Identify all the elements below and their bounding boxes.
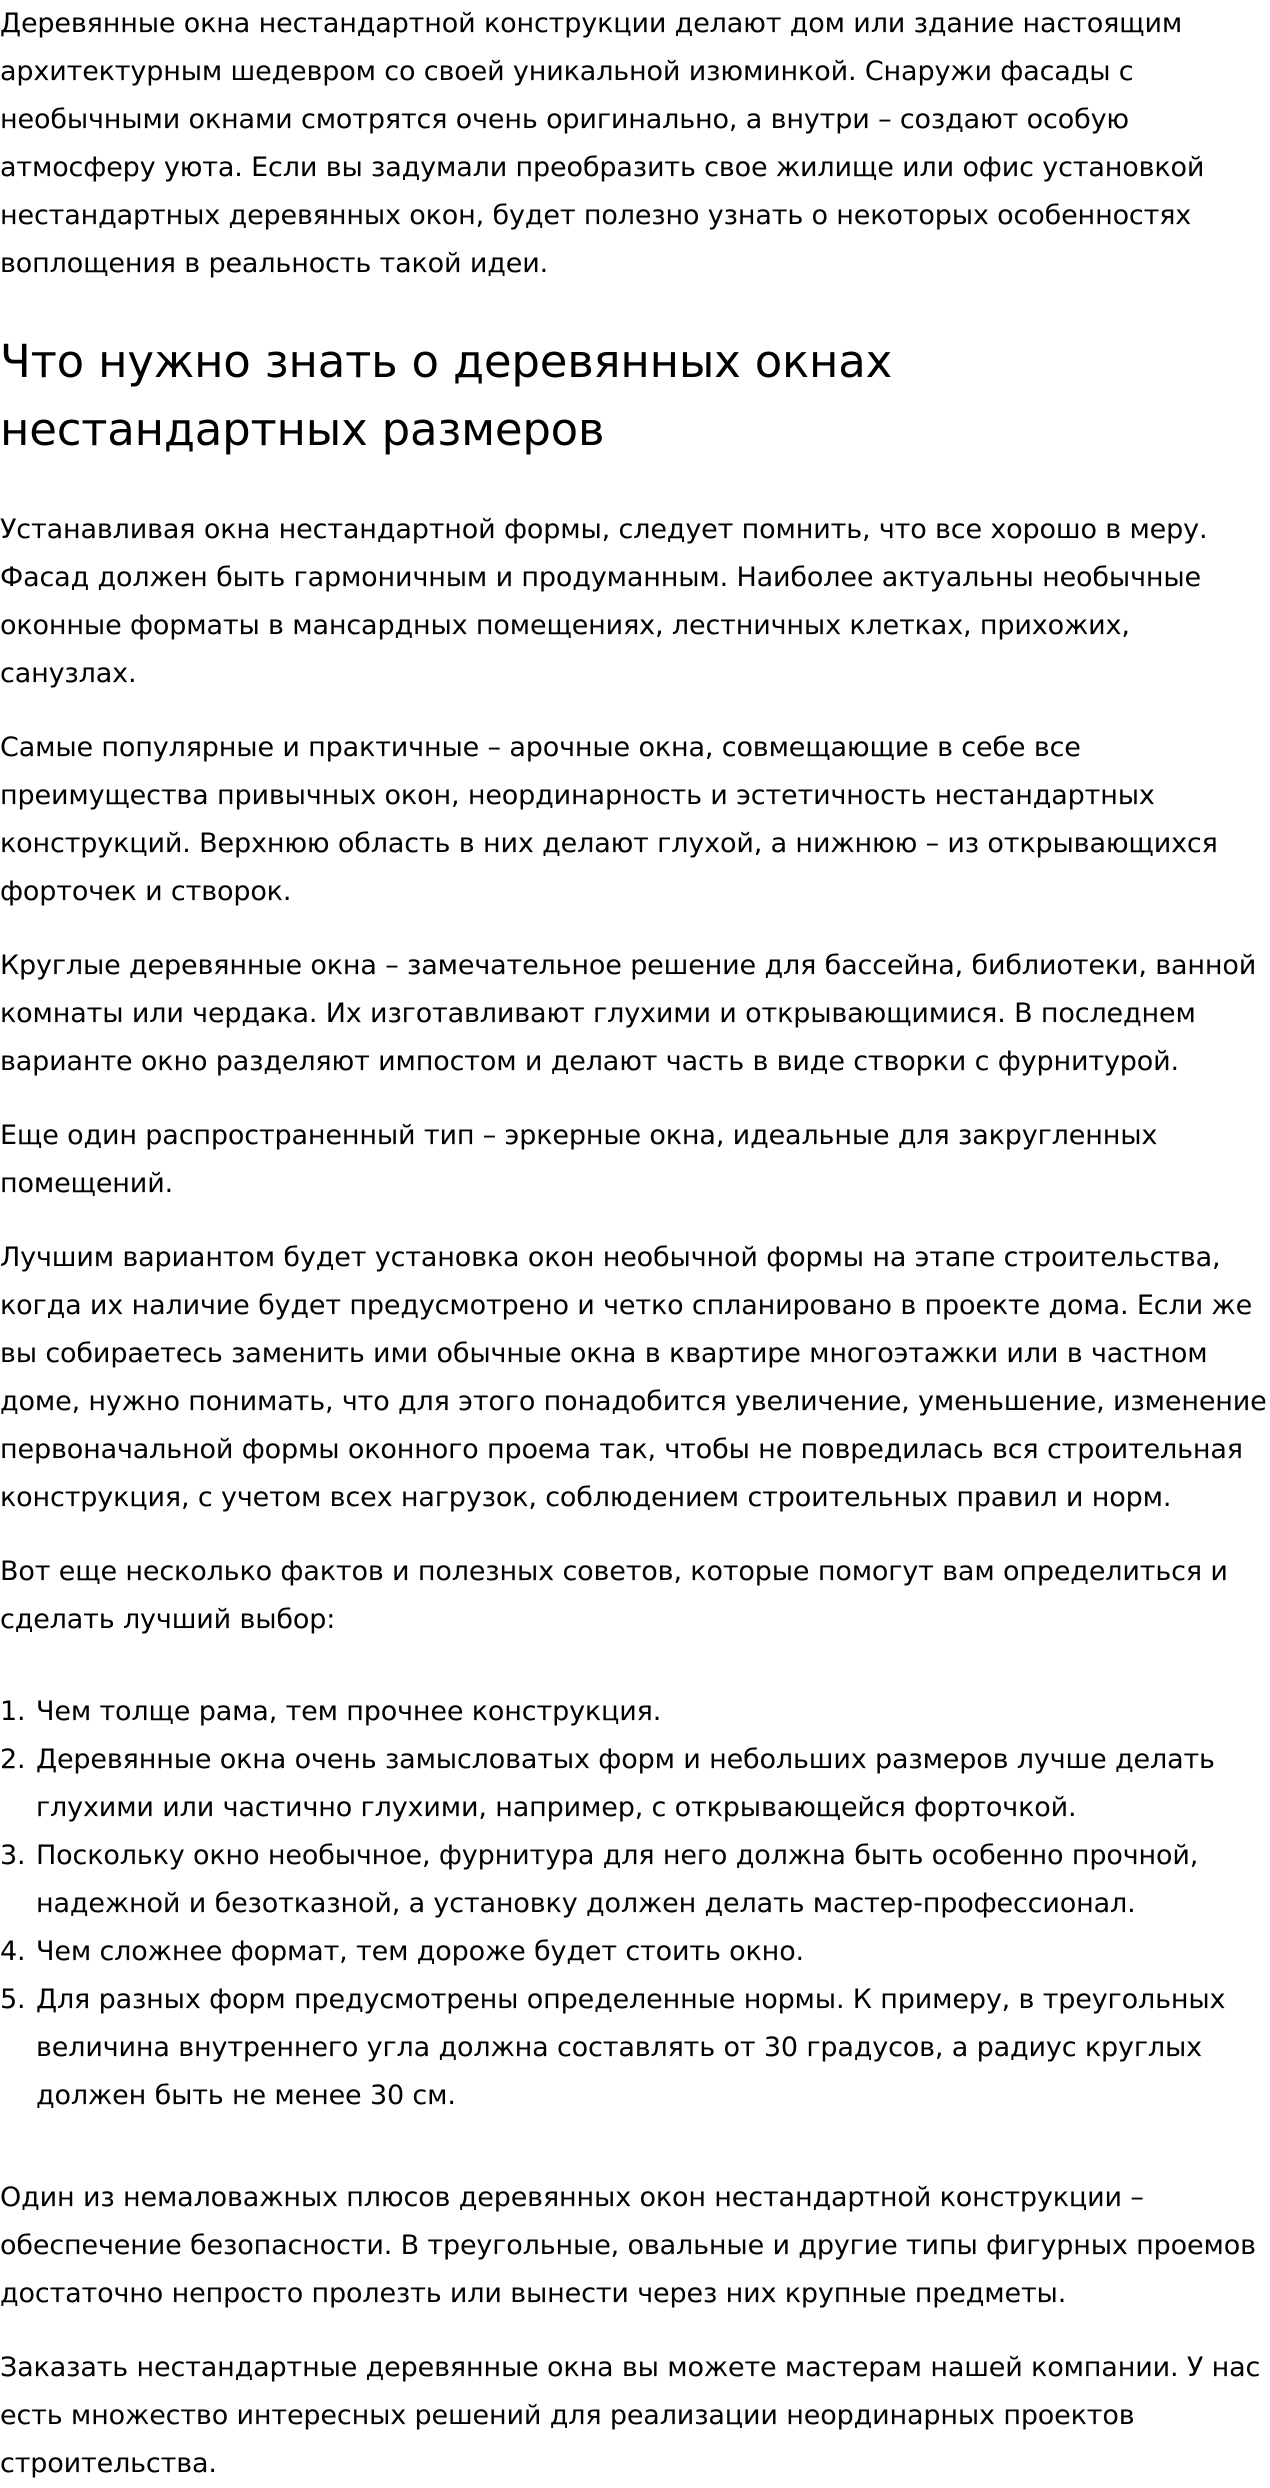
paragraph-facade: Устанавливая окна нестандартной формы, следует помнить, что все хорошо в меру. Фасад должен быть гармоничным и продуманным. Наиболее актуальны необычные оконные форматы в мансардных помещениях, лестничных клетках, прихожих, санузлах. xyxy=(0,514,1208,689)
section-heading: Что нужно знать о деревянных окнах нестандартных размеров xyxy=(0,335,893,456)
list-item: Чем сложнее формат, тем дороже будет стоить окно. xyxy=(36,1936,804,1967)
paragraph-round-windows: Круглые деревянные окна – замечательное решение для бассейна, библиотеки, ванной комнаты или чердака. Их изготавливают глухими и открывающимися. В последнем варианте окно разделяют импостом и делают часть в виде створки с фурнитурой. xyxy=(0,950,1257,1077)
paragraph-arched-windows: Самые популярные и практичные – арочные окна, совмещающие в себе все преимущества привычных окон, неординарность и эстетичность нестандартных конструкций. Верхнюю область в них делают глухой, а нижнюю – из открывающихся форточек и створок. xyxy=(0,732,1218,907)
paragraph-safety: Один из немаловажных плюсов деревянных окон нестандартной конструкции – обеспечение безопасности. В треугольные, овальные и другие типы фигурных проемов достаточно непросто пролезть или вынести через них крупные предметы. xyxy=(0,2182,1256,2309)
intro-paragraph: Деревянные окна нестандартной конструкции делают дом или здание настоящим архитектурным шедевром со своей уникальной изюминкой. Снаружи фасады с необычными окнами смотрятся очень оригинально, а внутри – создают особую атмосферу уюта. Если вы задумали преобразить свое жилище или офис установкой нестандартных деревянных окон, будет полезно узнать о некоторых особенностях воплощения в реальность такой идеи. xyxy=(0,8,1205,279)
paragraph-tips-intro: Вот еще несколько фактов и полезных советов, которые помогут вам определиться и сделать лучший выбор: xyxy=(0,1556,1228,1635)
tips-list xyxy=(0,1688,1270,2120)
list-item: Чем толще рама, тем прочнее конструкция. xyxy=(36,1696,662,1727)
list-item: Деревянные окна очень замысловатых форм и небольших размеров лучше делать глухими или частично глухими, например, с открывающейся форточкой. xyxy=(36,1744,1215,1823)
list-item: Поскольку окно необычное, фурнитура для него должна быть особенно прочной, надежной и безотказной, а установку должен делать мастер-профессионал. xyxy=(36,1840,1199,1919)
list-item: Для разных форм предусмотрены определенные нормы. К примеру, в треугольных величина внутреннего угла должна составлять от 30 градусов, а радиус круглых должен быть не менее 30 см. xyxy=(36,1984,1226,2111)
paragraph-installation: Лучшим вариантом будет установка окон необычной формы на этапе строительства, когда их наличие будет предусмотрено и четко спланировано в проекте дома. Если же вы собираетесь заменить ими обычные окна в квартире многоэтажки или в частном доме, нужно понимать, что для этого понадобится увеличение, уменьшение, изменение первоначальной формы оконного проема так, чтобы не повредилась вся строительная конструкция, с учетом всех нагрузок, соблюдением строительных правил и норм. xyxy=(0,1242,1267,1513)
paragraph-bay-windows: Еще один распространенный тип – эркерные окна, идеальные для закругленных помещений. xyxy=(0,1120,1158,1199)
paragraph-order: Заказать нестандартные деревянные окна вы можете мастерам нашей компании. У нас есть множество интересных решений для реализации неординарных проектов строительства. xyxy=(0,2352,1261,2479)
